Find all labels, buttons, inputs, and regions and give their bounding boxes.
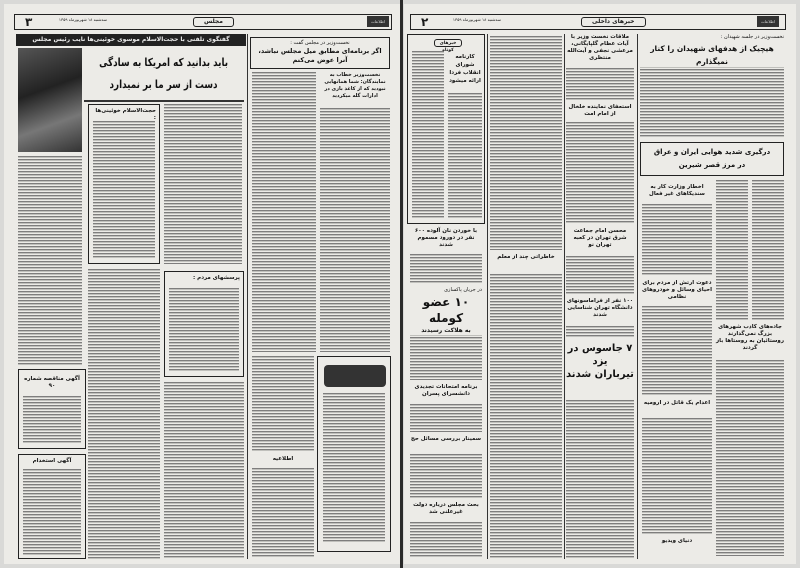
page-fold (400, 0, 403, 568)
section-label: خبرهای داخلی (581, 17, 646, 27)
main-kicker: نخست‌وزیر در جلسه شهیدان : (720, 34, 784, 40)
pm-subheadline: نخست‌وزیر خطاب به نمایندگان: شما همانهایی نبودید که از کاغذ بازی در ادارات گله میکردید (320, 72, 390, 100)
short-news-box (407, 34, 485, 224)
hiring-notice (18, 454, 86, 559)
tender-notice (18, 369, 86, 449)
memories-headline: خاطراتی چند از معلم (490, 254, 562, 261)
spies-line-1: ۷ جاسوس در یزد (567, 343, 633, 367)
pm-kicker: نخست‌وزیر در مجلس گفت : (290, 40, 350, 46)
interview-strip: گفتگوی تلفنی با حجت‌الاسلام موسوی خوئینی‌ها نایب رئیس مجلس (16, 34, 246, 46)
hajj-seminar-headline: سمینار بررسی مسائل حج (410, 436, 482, 442)
main-headline (640, 34, 784, 67)
main-headline (84, 52, 244, 96)
komala-main: ۱۰ عضو کومله (422, 295, 470, 325)
phone-dial-icon (324, 365, 386, 387)
newspaper-logo: اطلاعات (367, 16, 389, 27)
army-call-headline: دعوت ارتش از مردم برای احیای وسائل و خودروهای نظامی (642, 280, 712, 300)
roads-headline: جاده‌های کاذب شهرهای بزرگ نمی‌گذارند روستائیان به روستاها باز گردند (716, 324, 784, 351)
announcement-title: اطلاعیه (252, 456, 314, 463)
meeting-headline: ملاقات نخست وزیر با آیات عظام گلپایگانی، مرعشی نجفی و آیت‌الله منتظری (567, 34, 633, 61)
komala-headline (410, 287, 482, 335)
page-header (14, 14, 392, 30)
section-label: مجلس (193, 17, 234, 27)
headline-line-2: دست از سر ما بر نمیدارد (109, 78, 219, 91)
air-clash-line-2: در مرز قصر شیرین (678, 161, 746, 169)
exams-headline: برنامه امتحانات تجدیدی دانشسرای پسران (410, 384, 482, 398)
page-header (410, 14, 786, 30)
left-newspaper-page (4, 4, 400, 564)
spies-headline (566, 342, 634, 381)
newspaper-logo: اطلاعات (757, 16, 779, 27)
resignation-headline: استعفای نماینده خلخال از امام امت (566, 104, 634, 118)
quote-box (88, 104, 160, 264)
right-newspaper-page (404, 4, 796, 564)
quote-box-title: حجت‌الاسلام خوئینی‌ها : (95, 108, 156, 121)
freemasons-headline: ۱۰۰ نفر از فراماسونهای دانشگاه تهران شناسایی شدند (566, 298, 634, 318)
page-number: ۲ (421, 15, 429, 29)
revolution-council-headline: کارنامه شورای انقلاب فردا ارائه میشود (449, 54, 481, 84)
komala-kicker: در جریان پاکسازی (444, 287, 482, 293)
majlis-debate-headline: بحث مجلس درباره دولت غیرعلنی شد (410, 502, 482, 516)
questions-title: پرسشهای مردم : (193, 275, 240, 281)
telephone-ad (317, 356, 391, 552)
execution-headline: اعدام یک قاتل در ارومیه (643, 400, 711, 406)
air-clash-line-1: درگیری شدید هوایی ایران و عراق (653, 148, 771, 156)
short-news-label: خبرهای کوتاه (434, 39, 462, 47)
portrait-photo (18, 48, 82, 152)
main-headline-text: هیچیک از هدفهای شهیدان را کنار نمیگذارم (650, 44, 774, 66)
komala-sub: به هلاکت رسیدند (421, 327, 471, 334)
hiring-title: آگهی استخدام (32, 458, 72, 464)
issue-date: سه‌شنبه ۱۸ شهریورماه ۱۳۵۹ (58, 17, 107, 22)
spies-line-2: تیرباران شدند (566, 369, 634, 380)
air-clash-box (640, 142, 784, 176)
pm-headline: اگر برنامه‌ای مطابق میل مجلس نباشد، آنرا عوض می‌کنم (258, 47, 382, 64)
imam-jamaat-headline: محسن امام جماعت شرق تهران در کعبه تهران نو (566, 228, 634, 249)
pm-headline-box (250, 37, 390, 69)
people-questions-box (164, 271, 244, 377)
tender-title: آگهی مناقصه شماره ۹۰ (24, 376, 80, 389)
video-headline: دنیای ویدیو (642, 538, 712, 545)
page-number: ۳ (25, 15, 33, 29)
poisoned-bread-headline: با خوردن نان آلوده ۶۰۰ نفر در دورود مسموم شدند (410, 228, 482, 249)
issue-date: سه‌شنبه ۱۸ شهریورماه ۱۳۵۹ (452, 17, 501, 22)
labor-warning-headline: اخطار وزارت کار به سندیکاهای غیر فعال (642, 184, 712, 198)
headline-line-1: باید بدانید که امریکا به سادگی (98, 56, 228, 69)
